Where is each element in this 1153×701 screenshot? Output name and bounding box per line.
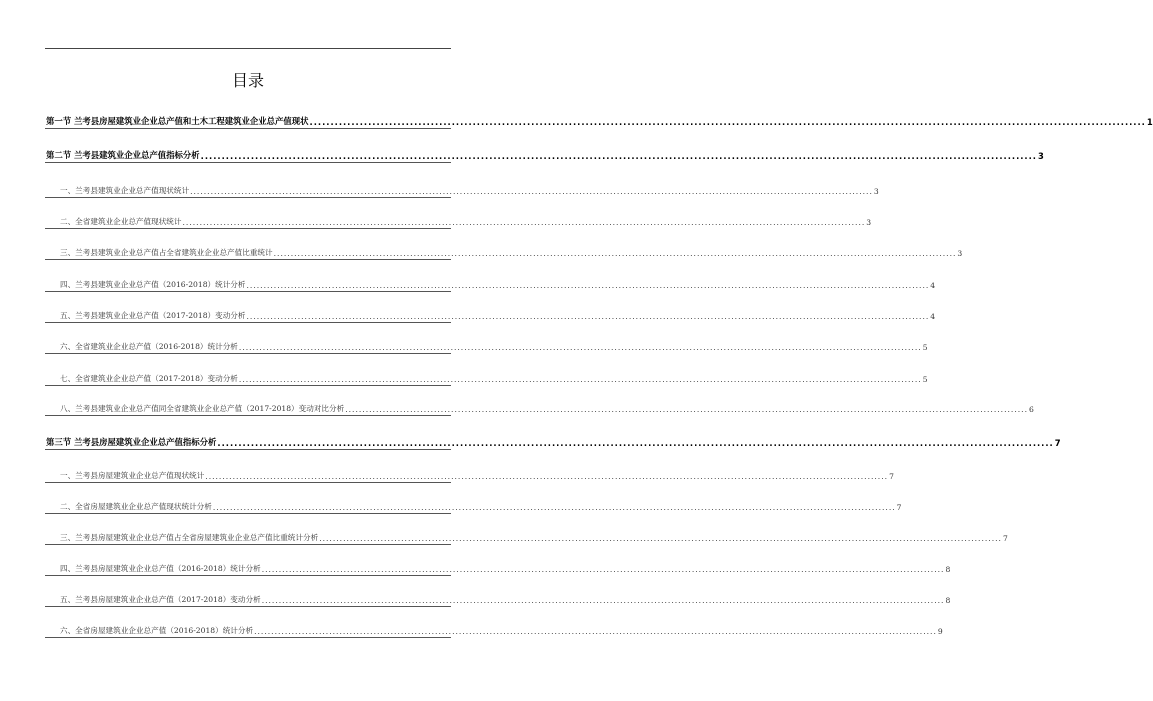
- toc-entry-label: 五、兰考县建筑业企业总产值（2017-2018）变动分析: [60, 311, 246, 320]
- toc-leader-dots: ........................................................................................................................................................................................................: [246, 312, 930, 321]
- toc-page-number: 9: [937, 627, 943, 636]
- toc-entry[interactable]: [45, 277, 936, 292]
- toc-page-number: 3: [873, 187, 879, 196]
- toc-entry[interactable]: [45, 339, 928, 354]
- toc-entry[interactable]: [45, 183, 879, 198]
- toc-entry[interactable]: [45, 308, 936, 323]
- toc-entry[interactable]: [45, 623, 943, 638]
- toc-page-number: 5: [922, 343, 928, 352]
- toc-entry[interactable]: [45, 435, 1061, 450]
- toc-leader-dots: ........................................................................................................................................................................................................: [238, 375, 922, 384]
- toc-page-number: 7: [1054, 438, 1061, 448]
- toc-leader-dots: ........................................................................................................................................................................................................: [309, 117, 1146, 127]
- toc-page-number: 1: [1146, 117, 1153, 127]
- toc-entry[interactable]: [45, 401, 1034, 416]
- toc-page-number: 5: [922, 375, 928, 384]
- toc-entry-label: 五、兰考县房屋建筑业企业总产值（2017-2018）变动分析: [60, 595, 261, 604]
- toc-page-number: 7: [896, 503, 902, 512]
- toc-entry-label: 第一节 兰考县房屋建筑业企业总产值和土木工程建筑业企业总产值现状: [46, 116, 309, 126]
- toc-entry-label: 第二节 兰考县建筑业企业总产值指标分析: [46, 150, 200, 160]
- toc-entry[interactable]: [45, 371, 928, 386]
- toc-page-number: 3: [1037, 151, 1044, 161]
- toc-page-number: 3: [866, 218, 872, 227]
- toc-leader-dots: ........................................................................................................................................................................................................: [254, 627, 937, 636]
- toc-leader-dots: ........................................................................................................................................................................................................: [261, 596, 945, 605]
- toc-leader-dots: ........................................................................................................................................................................................................: [182, 218, 866, 227]
- toc-entry-label: 六、全省建筑业企业总产值（2016-2018）统计分析: [60, 342, 238, 351]
- toc-entry-label: 三、兰考县房屋建筑业企业总产值占全省房屋建筑业企业总产值比重统计分析: [60, 533, 319, 542]
- toc-entry-label: 三、兰考县建筑业企业总产值占全省建筑业企业总产值比重统计: [60, 248, 273, 257]
- toc-page-number: 4: [930, 312, 936, 321]
- toc-leader-dots: ........................................................................................................................................................................................................: [238, 343, 922, 352]
- toc-leader-dots: ........................................................................................................................................................................................................: [345, 405, 1028, 414]
- toc-page-number: 7: [889, 472, 894, 481]
- toc-entry-label: 第三节 兰考县房屋建筑业企业总产值指标分析: [46, 437, 217, 447]
- toc-leader-dots: ........................................................................................................................................................................................................: [190, 187, 873, 196]
- toc-entry[interactable]: [45, 561, 951, 576]
- toc-leader-dots: ........................................................................................................................................................................................................: [212, 503, 896, 512]
- toc-leader-dots: ........................................................................................................................................................................................................: [246, 281, 930, 290]
- toc-entry-label: 六、全省房屋建筑业企业总产值（2016-2018）统计分析: [60, 626, 254, 635]
- toc-entry[interactable]: [45, 245, 963, 260]
- toc-page-number: 4: [930, 281, 936, 290]
- toc-entry-label: 一、兰考县房屋建筑业企业总产值现状统计: [60, 471, 205, 480]
- toc-entry[interactable]: [45, 148, 1044, 163]
- toc-entry[interactable]: [45, 499, 902, 514]
- toc-leader-dots: ........................................................................................................................................................................................................: [261, 565, 945, 574]
- toc-entry-label: 二、全省房屋建筑业企业总产值现状统计分析: [60, 502, 212, 511]
- toc-entry[interactable]: [45, 530, 1008, 545]
- toc-leader-dots: ........................................................................................................................................................................................................: [319, 534, 1002, 543]
- toc-entry[interactable]: [45, 468, 894, 483]
- toc-entry-label: 一、兰考县建筑业企业总产值现状统计: [60, 186, 190, 195]
- toc-entry-label: 七、全省建筑业企业总产值（2017-2018）变动分析: [60, 374, 238, 383]
- toc-page-number: 6: [1029, 405, 1034, 414]
- toc-entry-label: 四、兰考县建筑业企业总产值（2016-2018）统计分析: [60, 280, 246, 289]
- toc-leader-dots: ........................................................................................................................................................................................................: [205, 472, 889, 481]
- toc-entry-label: 四、兰考县房屋建筑业企业总产值（2016-2018）统计分析: [60, 564, 261, 573]
- toc-entry-label: 八、兰考县建筑业企业总产值同全省建筑业企业总产值（2017-2018）变动对比分析: [60, 404, 345, 413]
- toc-entry[interactable]: [45, 214, 872, 229]
- toc-leader-dots: ........................................................................................................................................................................................................: [273, 249, 957, 258]
- toc-leader-dots: ........................................................................................................................................................................................................: [200, 151, 1037, 161]
- toc-page-number: 7: [1002, 534, 1008, 543]
- toc-entry[interactable]: [45, 592, 951, 607]
- toc-page-number: 8: [945, 596, 951, 605]
- page-title: 目录: [231, 71, 264, 90]
- toc-page-number: 3: [957, 249, 963, 258]
- header-rule: [45, 48, 451, 49]
- toc-entry-label: 二、全省建筑业企业总产值现状统计: [60, 217, 182, 226]
- toc-leader-dots: ........................................................................................................................................................................................................: [217, 438, 1054, 448]
- toc-page-number: 8: [945, 565, 951, 574]
- toc-entry[interactable]: [45, 114, 1153, 129]
